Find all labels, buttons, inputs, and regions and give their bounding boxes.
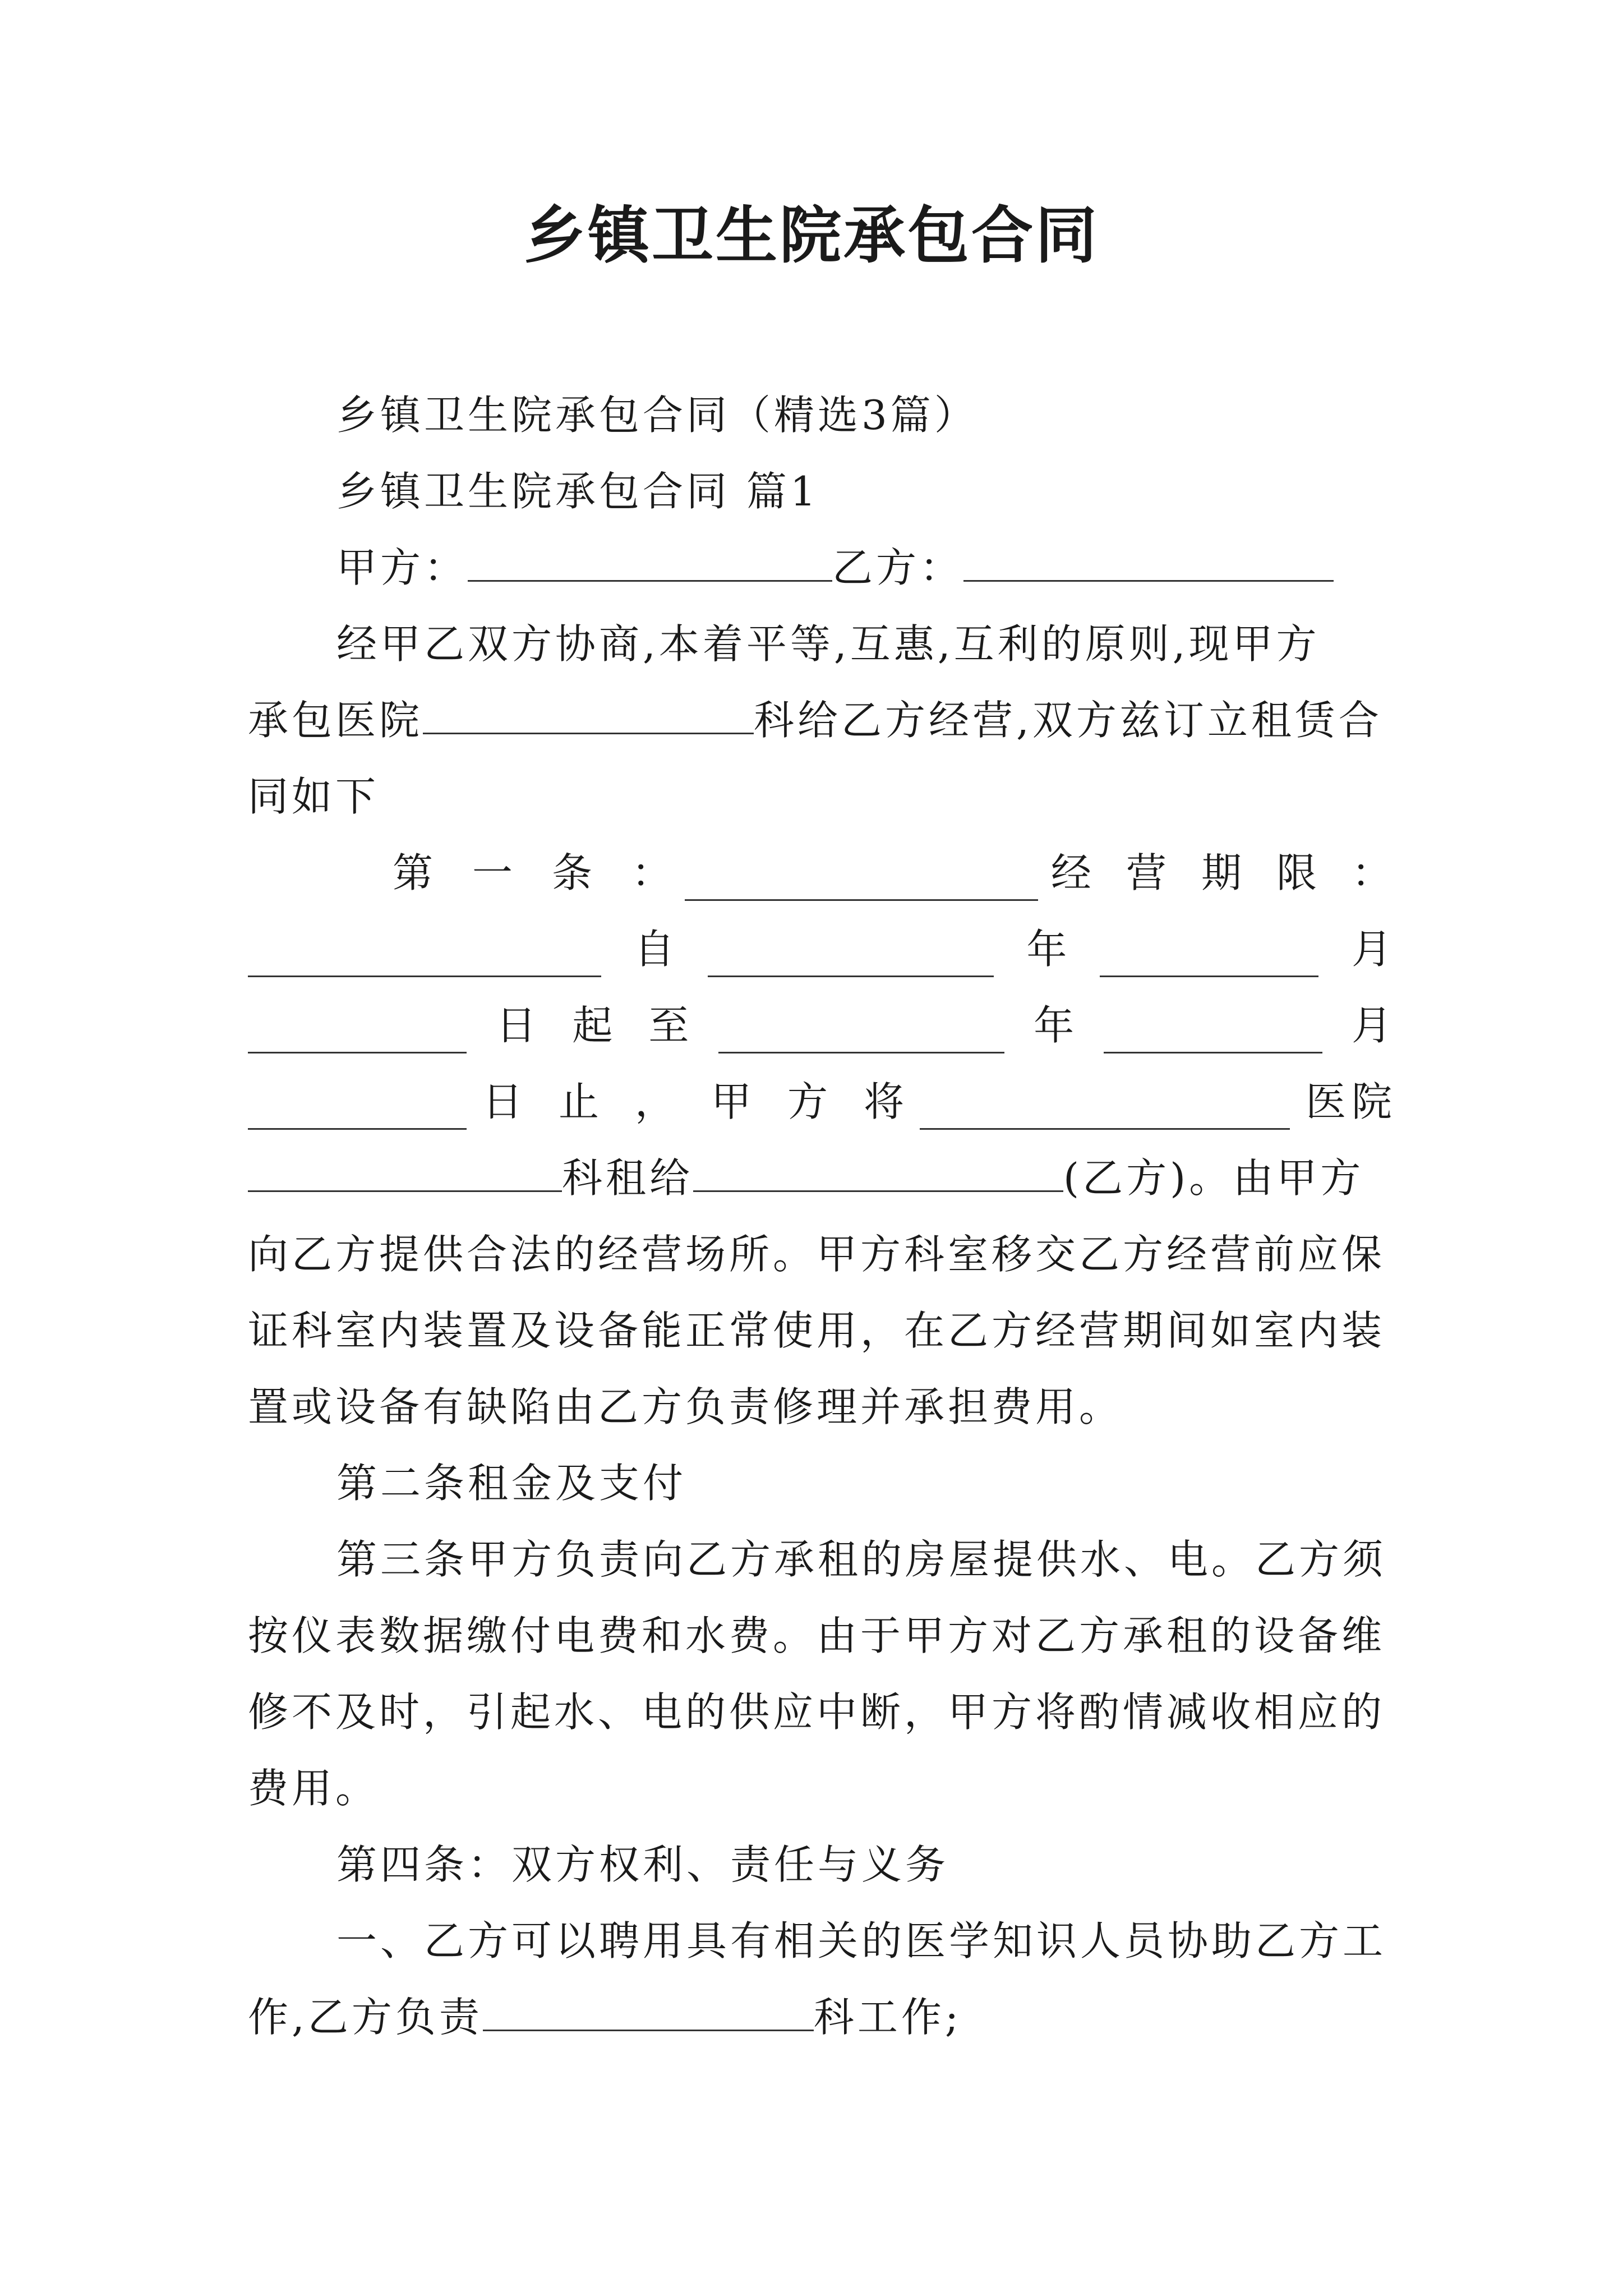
term-char: 期	[1201, 849, 1242, 896]
item1-line-2-post: 科工作;	[813, 1994, 962, 2041]
department-blank[interactable]	[423, 696, 754, 734]
article1-row-5-end: (乙方)。由甲方	[1063, 1154, 1364, 1202]
end-char: 甲	[711, 1078, 752, 1125]
party-a-label: 甲方：	[336, 544, 468, 591]
article1-char: 条	[552, 849, 593, 896]
article4-heading: 第四条：双方权利、责任与义务	[336, 1841, 949, 1888]
end-year-blank[interactable]	[718, 1015, 1004, 1053]
article3-line-2: 按仪表数据缴付电费和水费。由于甲方对乙方承租的设备维	[248, 1612, 1386, 1659]
term-char: ：	[1351, 849, 1392, 896]
article1-row-8: 置或设备有缺陷由乙方负责修理并承担费用。	[248, 1383, 1123, 1430]
start-to-char: 至	[648, 1002, 689, 1049]
month-label: 月	[1351, 926, 1392, 973]
article1-blank-1[interactable]	[685, 862, 1038, 901]
term-char: 营	[1126, 849, 1166, 896]
article1-row-3	[248, 997, 1392, 1053]
start-to-char: 起	[572, 1002, 613, 1049]
start-day-blank[interactable]	[248, 1015, 467, 1053]
end-char: 日	[482, 1078, 523, 1125]
document-title: 乡镇卫生院承包合同	[524, 199, 1099, 272]
item1-line-2	[248, 1989, 962, 2045]
chapter-heading: 乡镇卫生院承包合同 篇1	[336, 468, 819, 515]
article1-char: 一	[472, 849, 513, 896]
article1-row-4	[248, 1074, 1392, 1130]
end-char: 止	[558, 1078, 599, 1125]
month-label: 月	[1351, 1002, 1392, 1049]
intro-line-2-pre: 承包医院	[248, 697, 423, 744]
party-a-blank[interactable]	[468, 543, 832, 582]
hospital-blank[interactable]	[920, 1091, 1290, 1130]
intro-line-2-post: 科给乙方经营,双方兹订立租赁合	[754, 697, 1382, 744]
year-label: 年	[1034, 1002, 1075, 1049]
start-month-blank[interactable]	[1100, 938, 1318, 977]
parties-line	[336, 540, 1334, 596]
term-char: 限	[1276, 849, 1317, 896]
subtitle: 乡镇卫生院承包合同（精选3篇）	[336, 392, 978, 439]
item1-line-1: 一、乙方可以聘用具有相关的医学知识人员协助乙方工	[336, 1917, 1387, 1964]
term-char: 经	[1050, 849, 1091, 896]
intro-line-3: 同如下	[248, 773, 380, 820]
end-month-blank[interactable]	[1104, 1015, 1322, 1053]
article1-row-6: 向乙方提供合法的经营场所。甲方科室移交乙方经营前应保	[248, 1231, 1386, 1278]
lessee-blank[interactable]	[693, 1153, 1063, 1192]
article3-line-3: 修不及时，引起水、电的供应中断，甲方将酌情减收相应的	[248, 1688, 1386, 1736]
responsible-department-blank[interactable]	[483, 1993, 814, 2031]
end-char: ，	[634, 1078, 675, 1125]
end-char: 将	[864, 1078, 905, 1125]
article1-row-1	[393, 845, 1392, 901]
start-blank[interactable]	[248, 938, 601, 977]
department-blank-2[interactable]	[248, 1153, 562, 1192]
from-label: 自	[634, 926, 675, 973]
start-to-char: 日	[496, 1002, 537, 1049]
end-day-blank[interactable]	[248, 1091, 467, 1130]
year-label: 年	[1026, 926, 1067, 973]
intro-line-1: 经甲乙双方协商,本着平等,互惠,互利的原则,现甲方	[336, 620, 1320, 668]
article1-row-7: 证科室内装置及设备能正常使用，在乙方经营期间如室内装	[248, 1307, 1386, 1354]
article1-heading	[393, 845, 672, 901]
hospital-label	[1306, 1074, 1392, 1130]
hospital-char: 医	[1305, 1078, 1346, 1125]
article3-line-1: 第三条甲方负责向乙方承租的房屋提供水、电。乙方须	[336, 1536, 1387, 1583]
party-b-label: 乙方：	[832, 544, 964, 591]
article1-row-5	[248, 1150, 1364, 1206]
term-label	[1051, 845, 1392, 901]
article1-row-2	[248, 921, 1392, 977]
article1-char: 第	[393, 849, 434, 896]
article1-char: ：	[631, 849, 672, 896]
article2-heading: 第二条租金及支付	[336, 1460, 687, 1507]
end-label	[482, 1074, 904, 1130]
intro-line-2	[248, 692, 1382, 748]
hospital-char: 院	[1351, 1078, 1392, 1125]
start-year-blank[interactable]	[708, 938, 994, 977]
start-to-label	[496, 997, 689, 1053]
lease-to-label: 科租给	[562, 1154, 694, 1202]
party-b-blank[interactable]	[963, 543, 1334, 582]
article3-line-4: 费用。	[248, 1765, 380, 1812]
item1-line-2-pre: 作,乙方负责	[248, 1994, 483, 2041]
end-char: 方	[787, 1078, 828, 1125]
